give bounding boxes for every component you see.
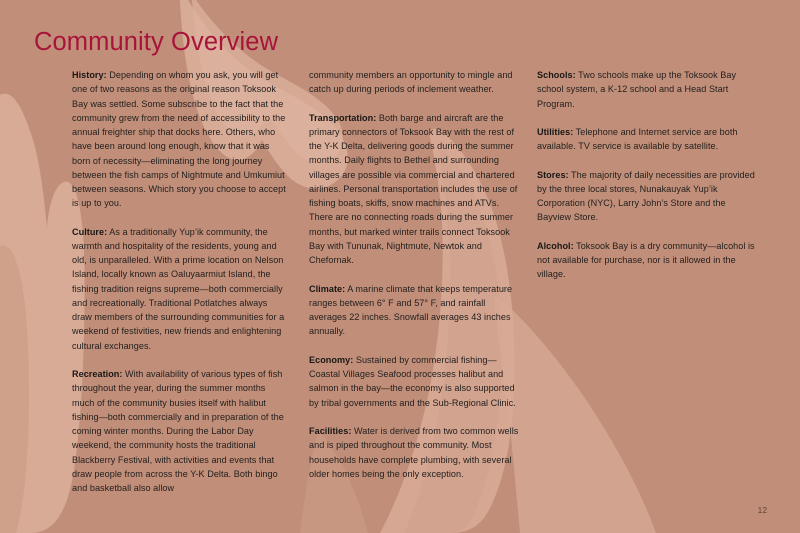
paragraph-body: The majority of daily necessities are provided by the three local stores, Nunakauyak Yup’ik Corporation (NYC), Larry John’s Store and the Bayview Store. [537,169,755,223]
paragraph-alcohol [537,239,762,282]
text-column-1 [72,68,286,495]
paragraph-utilities [537,125,762,154]
paragraph-transportation [309,111,524,268]
paragraph-body: Toksook Bay is a dry community—alcohol is not available for purchase, nor is it allowed in the village. [537,240,755,280]
text-column-3 [537,68,762,282]
paragraph-body: Water is derived from two common wells and is piped throughout the community. Most households have complete plumbing, with several older homes being the only exception. [309,426,519,479]
paragraph-body: Depending on whom you ask, you will get one of two reasons as the original reason Toksook Bay was settled. Some subscribe to the fact that the community grew from the need of accessibility to the annual freighter ship that docks here. Others, who have been around long enough, know that it was born of necessity—eliminating the long journey between the fish camps of Nightmute and Umkumiut between seasons. Which story you choose to accept is up to you. [72,70,286,209]
paragraph-lead-label: Culture: [72,226,108,237]
paragraph-body: Sustained by commercial fishing—Coastal Villages Seafood processes halibut and salmon in the bay—the economy is also supported by tribal governments and the Sub-Regional Clinic. [309,354,516,408]
page-number: 12 [757,505,767,515]
paragraph-lead-label: History: [72,70,107,80]
text-column-2 [309,68,524,481]
paragraph-facilities [309,424,524,481]
paragraph-body: With availability of various types of fish throughout the year, during the summer months much of the community busies itself with halibut fishing—both commercially and in preparation of the coming winter months. During the Labor Day weekend, the community hosts the traditional Blackberry Festival, with activities and events that draw people from across the Y-K Delta. Both bingo and basketball also allow [72,369,284,494]
paragraph-lead-label: Climate: [309,283,346,294]
paragraph-body: As a traditionally Yup’ik community, the warmth and hospitality of the residents, young and old, is unparalleled. With a prime location on Nelson Island, locally known as Oaluyaarmiut Island, the fishing tradition reigns supreme—both commercially and recreationally. Traditional Potlatches always draw members of the surrounding communities for a weekend of festivities, new friends and enlightening cultural exchanges. [72,226,285,351]
paragraph-body: Both barge and aircraft are the primary connectors of Toksook Bay with the rest of the Y-K Delta, delivering goods during the summer months. Daily flights to Bethel and surrounding villages are possible via commercial and chartered airlines. Personal transportation includes the use of fishing boats, skiffs, snow machines and ATVs. There are no connecting roads during the summer months, but marked winter trails connect Toksook Bay with Tununak, Nightmute, Newtok and Chefornak. [309,112,518,266]
paragraph-lead-label: Utilities: [537,126,574,137]
paragraph-lead-label: Stores: [537,169,569,180]
paragraph-recreation [72,367,286,495]
paragraph-lead-label: Economy: [309,354,354,365]
paragraph-body: community members an opportunity to mingle and catch up during periods of inclement weather. [309,70,513,95]
paragraph-culture [72,225,286,353]
page-title: Community Overview [34,28,279,56]
paragraph-stores [537,168,762,225]
paragraph-lead-label: Recreation: [72,369,123,380]
paragraph-body: A marine climate that keeps temperature ranges between 6° F and 57° F, and rainfall averages 22 inches. Snowfall averages 43 inches annually. [309,283,513,337]
paragraph-lead-label: Facilities: [309,426,352,436]
paragraph-schools [537,68,762,111]
paragraph-lead-label: Schools: [537,70,576,80]
paragraph-body: Two schools make up the Toksook Bay school system, a K-12 school and a Head Start Program. [537,70,737,109]
paragraph-climate [309,282,524,339]
paragraph-history [72,68,286,211]
paragraph-economy [309,353,524,410]
paragraph-lead-label: Alcohol: [537,240,574,251]
paragraph-recreation-continued [309,68,524,97]
paragraph-lead-label: Transportation: [309,112,377,123]
paragraph-body: Telephone and Internet service are both available. TV service is available by satellite. [537,126,738,152]
